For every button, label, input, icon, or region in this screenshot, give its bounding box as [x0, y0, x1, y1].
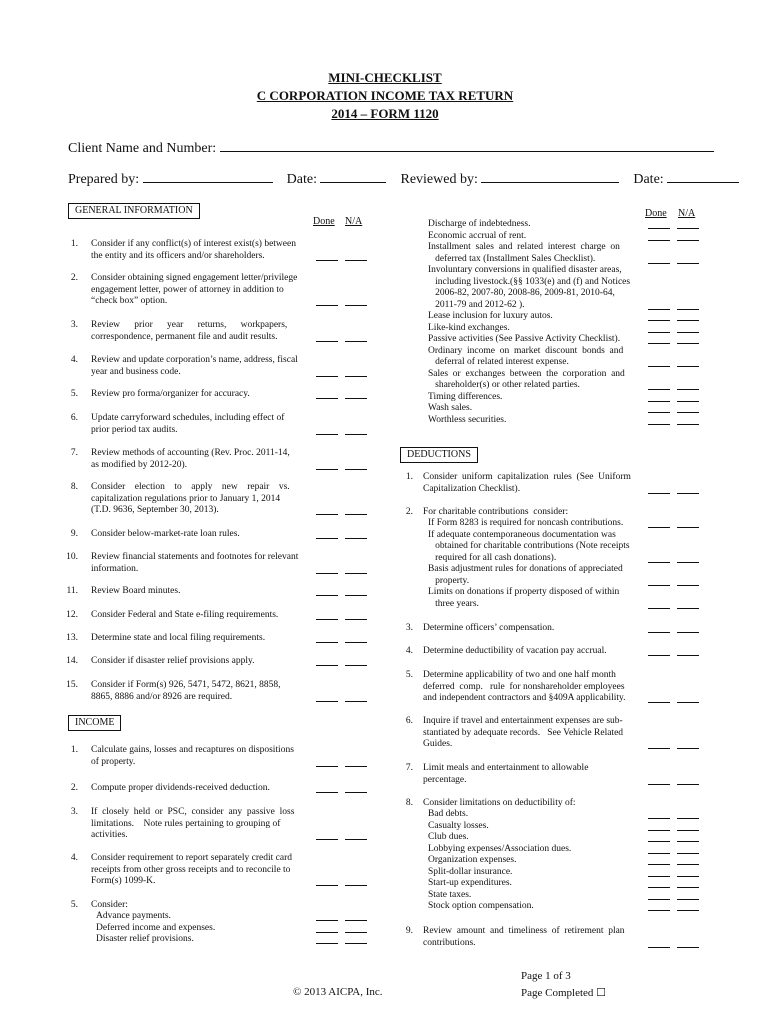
reviewed-by-label: Reviewed by:	[400, 172, 478, 187]
item-text: Consider uniform capitalization rules (See Uniform	[423, 472, 631, 482]
right-item-text: shareholder(s) or other related parties.	[428, 380, 580, 390]
done-checkbox-line[interactable]	[648, 585, 670, 586]
done-checkbox-line[interactable]	[648, 343, 670, 344]
na-checkbox-line[interactable]	[677, 263, 699, 264]
item-text: Review amount and timeliness of retirement plan	[423, 926, 625, 936]
item-text: Determine deductibility of vacation pay accrual.	[423, 646, 607, 656]
item-text: Guides.	[423, 739, 453, 749]
sub-item-text: Stock option compensation.	[428, 901, 534, 911]
na-checkbox-line[interactable]	[677, 366, 699, 367]
item-text: Review pro forma/organizer for accuracy.	[91, 389, 250, 399]
item-text: Review Board minutes.	[91, 586, 181, 596]
prepared-by-label: Prepared by:	[68, 172, 140, 187]
sub-item-text: Basis adjustment rules for donations of appreciated	[428, 564, 623, 574]
item-number: 11.	[66, 586, 78, 596]
title-line-2: C CORPORATION INCOME TAX RETURN	[256, 88, 514, 103]
done-checkbox-line[interactable]	[648, 910, 670, 911]
item-number: 7.	[70, 448, 78, 458]
general-section-box: GENERAL INFORMATION	[68, 200, 200, 219]
item-number: 15.	[66, 680, 78, 690]
right-item-text: including livestock.(§§ 1033(e) and (f) and Notices	[428, 276, 631, 287]
right-item-text: Like-kind exchanges.	[428, 322, 510, 333]
na-checkbox-line[interactable]	[677, 887, 699, 888]
client-name-label: Client Name and Number:	[68, 141, 217, 156]
item-text: “check box” option.	[91, 296, 168, 306]
item-number: 9.	[405, 926, 413, 936]
sub-item-text: Organization expenses.	[428, 855, 517, 865]
na-checkbox-line[interactable]	[677, 412, 699, 413]
item-text: Consider obtaining signed engagement letter/privilege	[91, 273, 298, 283]
item-text: Determine applicability of two and one half month	[423, 670, 616, 680]
item-text: Review financial statements and footnotes for relevant	[91, 552, 299, 562]
na-checkbox-line[interactable]	[677, 702, 699, 703]
item-text: Review methods of accounting (Rev. Proc. 2011-14,	[91, 448, 290, 458]
na-checkbox-line[interactable]	[677, 841, 699, 842]
done-checkbox-line[interactable]	[648, 366, 670, 367]
item-text: receipts from other gross receipts and to reconcile to	[91, 864, 291, 875]
item-number: 6.	[70, 413, 78, 423]
item-number: 1.	[70, 239, 78, 249]
right-item-text: Discharge of indebtedness.	[428, 219, 531, 229]
item-text: Consider:	[91, 900, 128, 910]
item-number: 10.	[66, 552, 78, 562]
item-text: Consider below-market-rate loan rules.	[91, 529, 240, 539]
item-number: 4.	[70, 853, 78, 863]
right-item-text: Lease inclusion for luxury autos.	[428, 311, 553, 321]
done-checkbox-line[interactable]	[648, 608, 670, 609]
done-checkbox-line[interactable]	[648, 853, 670, 854]
na-checkbox-line[interactable]	[677, 632, 699, 633]
done-checkbox-line[interactable]	[648, 702, 670, 703]
done-header-right: Done	[645, 208, 667, 219]
item-number: 4.	[70, 355, 78, 365]
item-number: 6.	[405, 716, 413, 726]
done-checkbox-line[interactable]	[648, 899, 670, 900]
item-number: 2.	[70, 273, 78, 283]
done-checkbox-line[interactable]	[648, 493, 670, 494]
right-item-text: Economic accrual of rent.	[428, 230, 527, 241]
done-checkbox-line[interactable]	[648, 240, 670, 241]
na-checkbox-line[interactable]	[677, 562, 699, 563]
right-item-text: deferral of related interest expense.	[428, 357, 569, 367]
item-number: 3.	[405, 623, 413, 633]
na-checkbox-line[interactable]	[677, 527, 699, 528]
right-item-text: Passive activities (See Passive Activity Checklist).	[428, 334, 621, 344]
item-text: engagement letter, power of attorney in addition to	[91, 284, 284, 295]
done-checkbox-line[interactable]	[648, 841, 670, 842]
right-item-text: Worthless securities.	[428, 414, 507, 425]
item-text: Consider election to apply new repair vs.	[91, 482, 290, 492]
done-checkbox-line[interactable]	[648, 562, 670, 563]
done-checkbox-line[interactable]	[648, 320, 670, 321]
item-text: capitalization regulations prior to January 1, 2014	[91, 493, 281, 504]
done-checkbox-line[interactable]	[648, 332, 670, 333]
item-text: If closely held or PSC, consider any passive loss	[91, 807, 295, 817]
na-checkbox-line[interactable]	[677, 784, 699, 785]
item-text: Consider if any conflict(s) of interest exist(s) between	[91, 239, 296, 249]
item-text: Update carryforward schedules, including effect of	[91, 413, 285, 423]
sub-item-text: Disaster relief provisions.	[96, 934, 194, 944]
done-checkbox-line[interactable]	[648, 401, 670, 402]
item-text: Determine state and local filing requirements.	[91, 633, 266, 643]
done-checkbox-line[interactable]	[648, 263, 670, 264]
item-text: Consider limitations on deductibility of:	[423, 798, 576, 808]
na-checkbox-line[interactable]	[677, 947, 699, 948]
item-text: as modified by 2012-20).	[91, 459, 188, 470]
item-text: activities.	[91, 830, 128, 840]
na-checkbox-line[interactable]	[677, 585, 699, 586]
done-header-left: Done	[313, 216, 335, 227]
page-completed[interactable]: Page Completed ☐	[521, 987, 607, 999]
sub-item-text: Limits on donations if property disposed of within	[428, 587, 620, 597]
date2-label: Date:	[633, 172, 664, 187]
item-text: Form(s) 1099-K.	[91, 876, 156, 886]
copyright: © 2013 AICPA, Inc.	[293, 986, 383, 998]
na-checkbox-line[interactable]	[677, 320, 699, 321]
right-item-text: deferred tax (Installment Sales Checklist).	[428, 253, 596, 264]
right-item-text: Ordinary income on market discount bonds and	[428, 345, 624, 356]
item-number: 5.	[405, 670, 413, 680]
item-text: Calculate gains, losses and recaptures on dispositions	[91, 745, 294, 755]
item-text: Review prior year returns, workpapers,	[91, 320, 288, 330]
item-text: and independent contractors and §409A applicability.	[423, 693, 626, 703]
item-text: Consider if Form(s) 926, 5471, 5472, 8621, 8858,	[91, 680, 281, 690]
right-item-text: Timing differences.	[428, 391, 503, 402]
na-checkbox-line[interactable]	[677, 228, 699, 229]
done-checkbox-line[interactable]	[648, 887, 670, 888]
item-number: 4.	[405, 646, 413, 656]
item-text: Consider if disaster relief provisions apply.	[91, 656, 255, 666]
sub-item-text: Lobbying expenses/Association dues.	[428, 843, 572, 854]
na-checkbox-line[interactable]	[677, 748, 699, 749]
item-text: percentage.	[423, 774, 467, 785]
sub-item-text: If Form 8283 is required for noncash contributions.	[428, 518, 624, 528]
na-checkbox-line[interactable]	[677, 332, 699, 333]
item-text: (T.D. 9636, September 30, 2013).	[91, 505, 219, 515]
na-checkbox-line[interactable]	[677, 876, 699, 877]
na-header-left: N/A	[345, 216, 363, 227]
na-checkbox-line[interactable]	[677, 608, 699, 609]
item-text: year and business code.	[91, 366, 181, 377]
item-number: 9.	[70, 529, 78, 539]
title-line-3: 2014 – FORM 1120	[331, 106, 439, 121]
done-checkbox-line[interactable]	[648, 818, 670, 819]
done-checkbox-line[interactable]	[648, 947, 670, 948]
sub-item-text: required for all cash donations).	[428, 552, 557, 563]
item-number: 2.	[405, 507, 413, 517]
item-number: 1.	[70, 745, 78, 755]
done-checkbox-line[interactable]	[648, 655, 670, 656]
item-number: 1.	[405, 472, 413, 482]
item-text: information.	[91, 563, 139, 574]
item-number: 14.	[66, 656, 78, 666]
right-item-text: 2006-82, 2007-80, 2008-86, 2009-81, 2010-64,	[428, 288, 615, 298]
sub-item-text: three years.	[428, 598, 479, 609]
na-header-right: N/A	[678, 208, 696, 219]
item-number: 5.	[70, 389, 78, 399]
sub-item-text: Split-dollar insurance.	[428, 866, 513, 877]
item-number: 3.	[70, 320, 78, 330]
done-checkbox-line[interactable]	[648, 830, 670, 831]
item-number: 13.	[66, 633, 78, 643]
sub-item-text: Start-up expenditures.	[428, 878, 512, 888]
item-text: Compute proper dividends-received deduction.	[91, 783, 270, 793]
deductions-section-box: DEDUCTIONS	[400, 444, 478, 463]
item-text: deferred comp. rule for nonshareholder employees	[423, 681, 625, 692]
na-checkbox-line[interactable]	[677, 424, 699, 425]
sub-item-text: If adequate contemporaneous documentation was	[428, 529, 616, 540]
page-number: Page 1 of 3	[521, 970, 571, 982]
item-text: Capitalization Checklist).	[423, 483, 521, 494]
done-checkbox-line[interactable]	[648, 389, 670, 390]
sub-item-text: Club dues.	[428, 832, 469, 842]
na-checkbox-line[interactable]	[677, 864, 699, 865]
right-item-text: Installment sales and related interest charge on	[428, 242, 620, 252]
item-text: the entity and its officers and/or shareholders.	[91, 250, 265, 261]
done-checkbox-line[interactable]	[648, 412, 670, 413]
done-checkbox-line[interactable]	[648, 527, 670, 528]
done-checkbox-line[interactable]	[648, 632, 670, 633]
sub-item-text: Deferred income and expenses.	[96, 922, 216, 933]
item-text: contributions.	[423, 937, 476, 948]
na-checkbox-line[interactable]	[677, 818, 699, 819]
na-checkbox-line[interactable]	[677, 655, 699, 656]
na-checkbox-line[interactable]	[677, 853, 699, 854]
item-text: Determine officers’ compensation.	[423, 623, 555, 633]
na-checkbox-line[interactable]	[677, 830, 699, 831]
item-number: 8.	[405, 798, 413, 808]
right-item-text: Involuntary conversions in qualified disaster areas,	[428, 265, 622, 275]
done-checkbox-line[interactable]	[648, 748, 670, 749]
sub-item-text: Advance payments.	[96, 911, 171, 921]
item-text: stantiated by adequate records. See Vehicle Related	[423, 727, 624, 738]
na-checkbox-line[interactable]	[677, 389, 699, 390]
right-item-text: Wash sales.	[428, 403, 473, 413]
done-checkbox-line[interactable]	[648, 424, 670, 425]
item-text: correspondence, permanent file and audit results.	[91, 331, 278, 342]
na-checkbox-line[interactable]	[677, 899, 699, 900]
item-number: 3.	[70, 807, 78, 817]
item-text: Inquire if travel and entertainment expenses are sub-	[423, 716, 623, 726]
sub-item-text: Bad debts.	[428, 809, 469, 819]
right-item-text: 2011-79 and 2012-62 ).	[428, 299, 525, 310]
item-text: For charitable contributions consider:	[423, 507, 569, 517]
item-text: Consider requirement to report separately credit card	[91, 853, 292, 863]
item-text: Limit meals and entertainment to allowable	[423, 763, 589, 773]
sub-item-text: property.	[428, 575, 470, 586]
income-section-box: INCOME	[68, 715, 121, 731]
sub-item-text: Casualty losses.	[428, 820, 489, 831]
done-checkbox-line[interactable]	[648, 784, 670, 785]
item-text: limitations. Note rules pertaining to grouping of	[91, 818, 281, 829]
item-number: 12.	[66, 610, 78, 620]
item-number: 8.	[70, 482, 78, 492]
sub-item-text: State taxes.	[428, 889, 472, 900]
item-number: 2.	[70, 783, 78, 793]
done-checkbox-line[interactable]	[648, 864, 670, 865]
date-label: Date:	[286, 172, 317, 187]
item-text: prior period tax audits.	[91, 424, 178, 435]
item-number: 7.	[405, 763, 413, 773]
item-number: 5.	[70, 900, 78, 910]
na-checkbox-line[interactable]	[677, 309, 699, 310]
na-checkbox-line[interactable]	[677, 493, 699, 494]
na-checkbox-line[interactable]	[677, 240, 699, 241]
done-checkbox-line[interactable]	[648, 228, 670, 229]
item-text: of property.	[91, 756, 136, 767]
item-text: Consider Federal and State e-filing requirements.	[91, 610, 279, 620]
item-text: 8865, 8886 and/or 8926 are required.	[91, 691, 233, 702]
done-checkbox-line[interactable]	[648, 876, 670, 877]
na-checkbox-line[interactable]	[677, 343, 699, 344]
na-checkbox-line[interactable]	[677, 910, 699, 911]
na-checkbox-line[interactable]	[677, 401, 699, 402]
sub-item-text: obtained for charitable contributions (Note receipts	[428, 541, 630, 551]
title-line-1: MINI-CHECKLIST	[328, 70, 442, 85]
right-item-text: Sales or exchanges between the corporation and	[428, 368, 625, 379]
done-checkbox-line[interactable]	[648, 309, 670, 310]
item-text: Review and update corporation’s name, address, fiscal	[91, 355, 298, 365]
